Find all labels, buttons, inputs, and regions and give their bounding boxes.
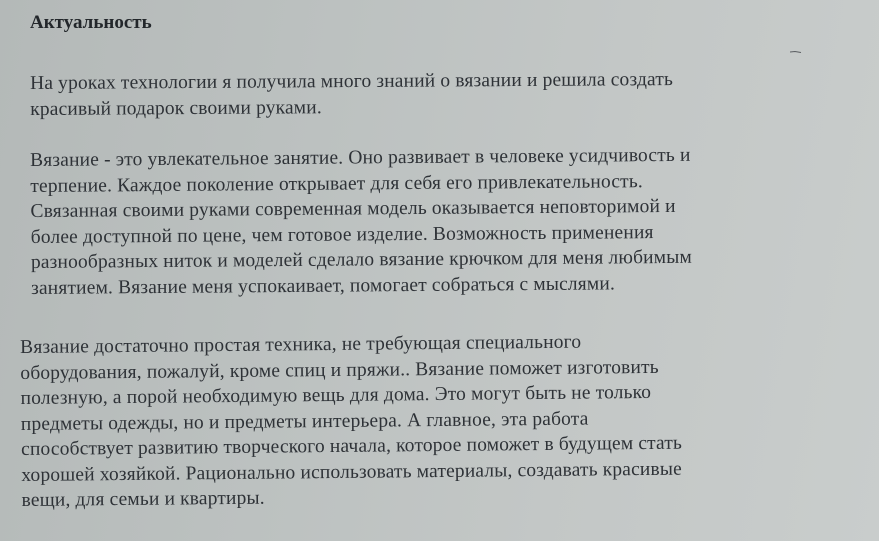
paragraph-knitting-technique [20,329,683,514]
text-line: красивый подарок своими руками. [30,96,322,120]
text-line: способствует развитию творческого начала, которое поможет в будущем стать [20,432,683,460]
text-line: разнообразных ниток и моделей сделало вязание крючком для меня любимым [30,246,693,273]
paragraph-knitting-benefits [30,143,692,301]
pen-mark-icon [790,50,802,54]
paragraph-intro [30,67,673,122]
text-line: предметы одежды, но и предметы интерьера. А главное, эта работа [20,408,589,435]
text-line: полезную, а порой необходимую вещь для дома. Это могут быть не только [20,381,652,409]
text-line: занятием. Вязание меня успокаивает, помогает собраться с мыслями. [31,272,616,299]
text-line: На уроках технологии я получила много знаний о вязании и решила создать [30,69,674,94]
text-line: Связанная своими руками современная модель оказывается неповторимой и [30,195,676,222]
text-line: более доступной по цене, чем готовое изделие. Возможность применения [30,221,654,248]
text-line: хорошей хозяйкой. Рационально использовать материалы, создавать красивые [21,458,682,486]
document-title: Актуальность [30,12,152,33]
text-line: Вязание достаточно простая техника, не требующая специального [20,331,582,358]
text-line: вещи, для семьи и квартиры. [21,487,265,511]
text-line: Вязание - это увлекательное занятие. Оно развивает в человеке усидчивость и [30,144,691,171]
text-line: оборудования, пожалуй, кроме спиц и пряжи.. Вязание поможет изготовить [20,356,659,384]
text-line: терпение. Каждое поколение открывает для себя его привлекательность. [30,170,643,197]
